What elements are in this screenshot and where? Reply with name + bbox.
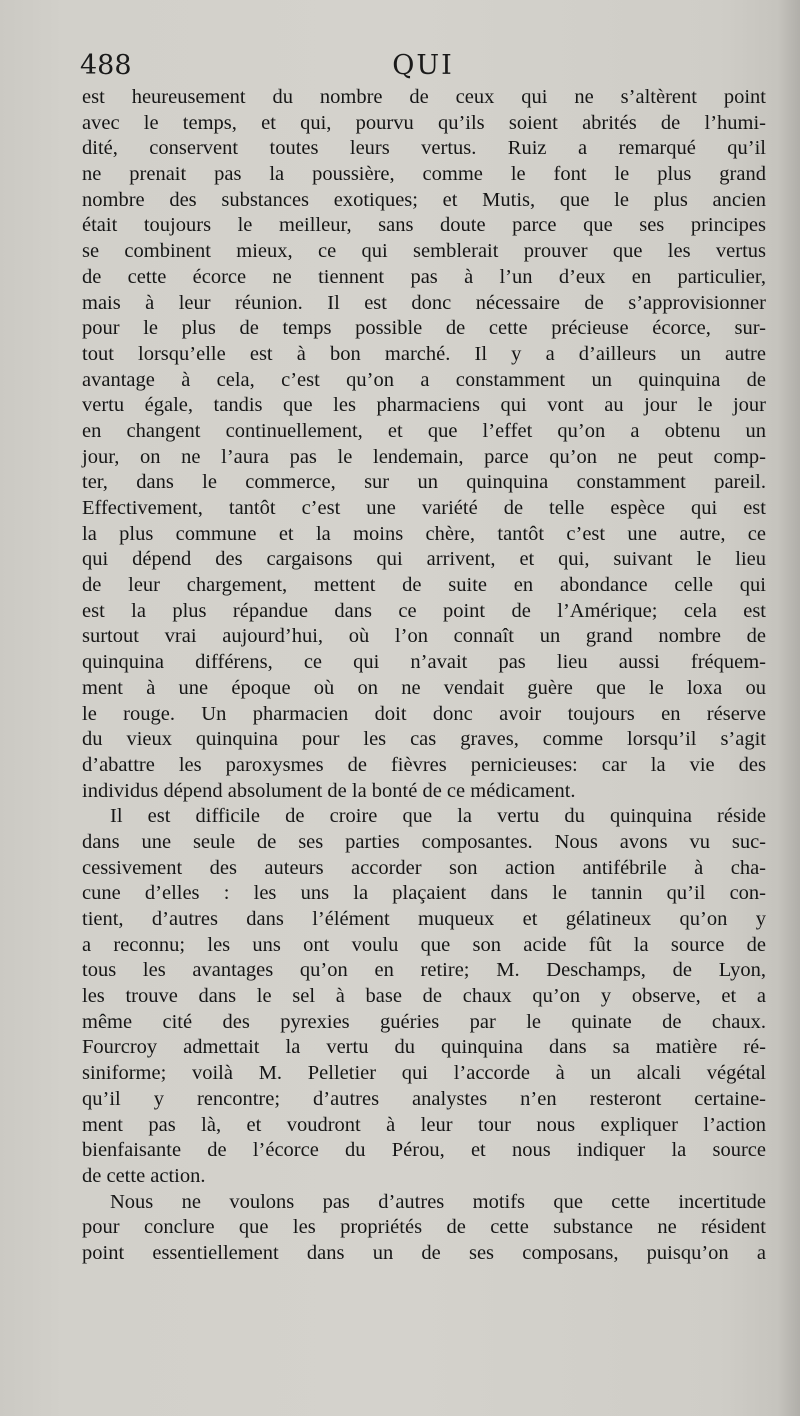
page-header bbox=[80, 48, 766, 84]
text-line: mais à leur réunion. Il est donc nécessaire de s’approvisionner bbox=[82, 291, 766, 314]
text-line: de cette écorce ne tiennent pas à l’un d’eux en particulier, bbox=[82, 265, 766, 288]
text-line: Il est difficile de croire que la vertu du quinquina réside bbox=[110, 805, 766, 828]
text-line: vertu égale, tandis que les pharmaciens qui vont au jour le jour bbox=[82, 394, 766, 417]
text-line: même cité des pyrexies guéries par le quinate de chaux. bbox=[82, 1010, 766, 1033]
text-line: le rouge. Un pharmacien doit donc avoir toujours en réserve bbox=[82, 702, 766, 725]
text-line: de cette action. bbox=[82, 1164, 206, 1187]
text-line: jour, on ne l’aura pas le lendemain, parce qu’on ne peut comp- bbox=[82, 445, 766, 468]
text-line: Fourcroy admettait la vertu du quinquina dans sa matière ré- bbox=[82, 1036, 766, 1059]
text-line: pour conclure que les propriétés de cette substance ne résident bbox=[82, 1216, 766, 1239]
text-line: avec le temps, et qui, pourvu qu’ils soient abrités de l’humi- bbox=[82, 111, 766, 134]
text-line: tient, d’autres dans l’élément muqueux et gélatineux qu’on y bbox=[82, 908, 766, 930]
text-line: dans une seule de ses parties composantes. Nous avons vu suc- bbox=[82, 830, 766, 853]
text-line: était toujours le meilleur, sans doute parce que ses principes bbox=[82, 214, 766, 237]
text-line: de leur chargement, mettent de suite en abondance celle qui bbox=[82, 574, 766, 597]
text-line: dité, conservent toutes leurs vertus. Ruiz a remarqué qu’il bbox=[82, 137, 766, 160]
text-line: individus dépend absolument de la bonté de ce médicament. bbox=[82, 779, 576, 802]
text-line: bienfaisante de l’écorce du Pérou, et nous indiquer la source bbox=[82, 1139, 766, 1162]
text-line: nombre des substances exotiques; et Mutis, que le plus ancien bbox=[82, 188, 766, 211]
text-line: avantage à cela, c’est qu’on a constamment un quinquina de bbox=[82, 368, 766, 391]
text-line: quinquina différens, ce qui n’avait pas lieu aussi fréquem- bbox=[82, 651, 766, 674]
page-number: 488 bbox=[80, 50, 132, 81]
running-head: QUI bbox=[392, 50, 454, 81]
text-line: surtout vrai aujourd’hui, où l’on connaît un grand nombre de bbox=[82, 625, 766, 648]
text-line: d’abattre les paroxysmes de fièvres pernicieuses: car la vie des bbox=[82, 753, 766, 776]
text-line: qui dépend des cargaisons qui arrivent, et qui, suivant le lieu bbox=[82, 548, 766, 571]
body-text bbox=[82, 85, 766, 1267]
text-line: Effectivement, tantôt c’est une variété de telle espèce qui est bbox=[82, 497, 766, 519]
text-line: en changent continuellement, et que l’effet qu’on a obtenu un bbox=[82, 419, 766, 442]
text-line: qu’il y rencontre; d’autres analystes n’en resteront certaine- bbox=[82, 1087, 766, 1110]
text-line: cune d’elles : les uns la plaçaient dans le tannin qu’il con- bbox=[82, 882, 766, 905]
text-line: point essentiellement dans un de ses composans, puisqu’on a bbox=[82, 1241, 766, 1264]
text-line: est heureusement du nombre de ceux qui ne s’altèrent point bbox=[82, 86, 766, 108]
text-line: est la plus répandue dans ce point de l’Amérique; cela est bbox=[82, 599, 766, 622]
text-line: tous les avantages qu’on en retire; M. Deschamps, de Lyon, bbox=[82, 959, 766, 982]
page-edge-shadow bbox=[778, 0, 800, 1416]
text-line: cessivement des auteurs accorder son action antifébrile à cha- bbox=[82, 856, 766, 879]
text-line: a reconnu; les uns ont voulu que son acide fût la source de bbox=[82, 933, 766, 956]
text-line: se combinent mieux, ce qui semblerait prouver que les vertus bbox=[82, 240, 766, 263]
text-line: ment pas là, et voudront à leur tour nous expliquer l’action bbox=[82, 1113, 766, 1136]
text-line: pour le plus de temps possible de cette précieuse écorce, sur- bbox=[82, 317, 766, 340]
text-line: la plus commune et la moins chère, tantôt c’est une autre, ce bbox=[82, 522, 766, 545]
text-line: les trouve dans le sel à base de chaux qu’on y observe, et a bbox=[82, 985, 766, 1008]
text-line: Nous ne voulons pas d’autres motifs que cette incertitude bbox=[110, 1190, 766, 1213]
text-line: ne prenait pas la poussière, comme le font le plus grand bbox=[82, 163, 766, 186]
text-line: siniforme; voilà M. Pelletier qui l’accorde à un alcali végétal bbox=[82, 1062, 766, 1085]
text-line: tout lorsqu’elle est à bon marché. Il y a d’ailleurs un autre bbox=[82, 342, 766, 365]
text-line: ter, dans le commerce, sur un quinquina constamment pareil. bbox=[82, 471, 766, 494]
text-line: ment à une époque où on ne vendait guère que le loxa ou bbox=[82, 676, 766, 699]
text-line: du vieux quinquina pour les cas graves, comme lorsqu’il s’agit bbox=[82, 728, 766, 751]
